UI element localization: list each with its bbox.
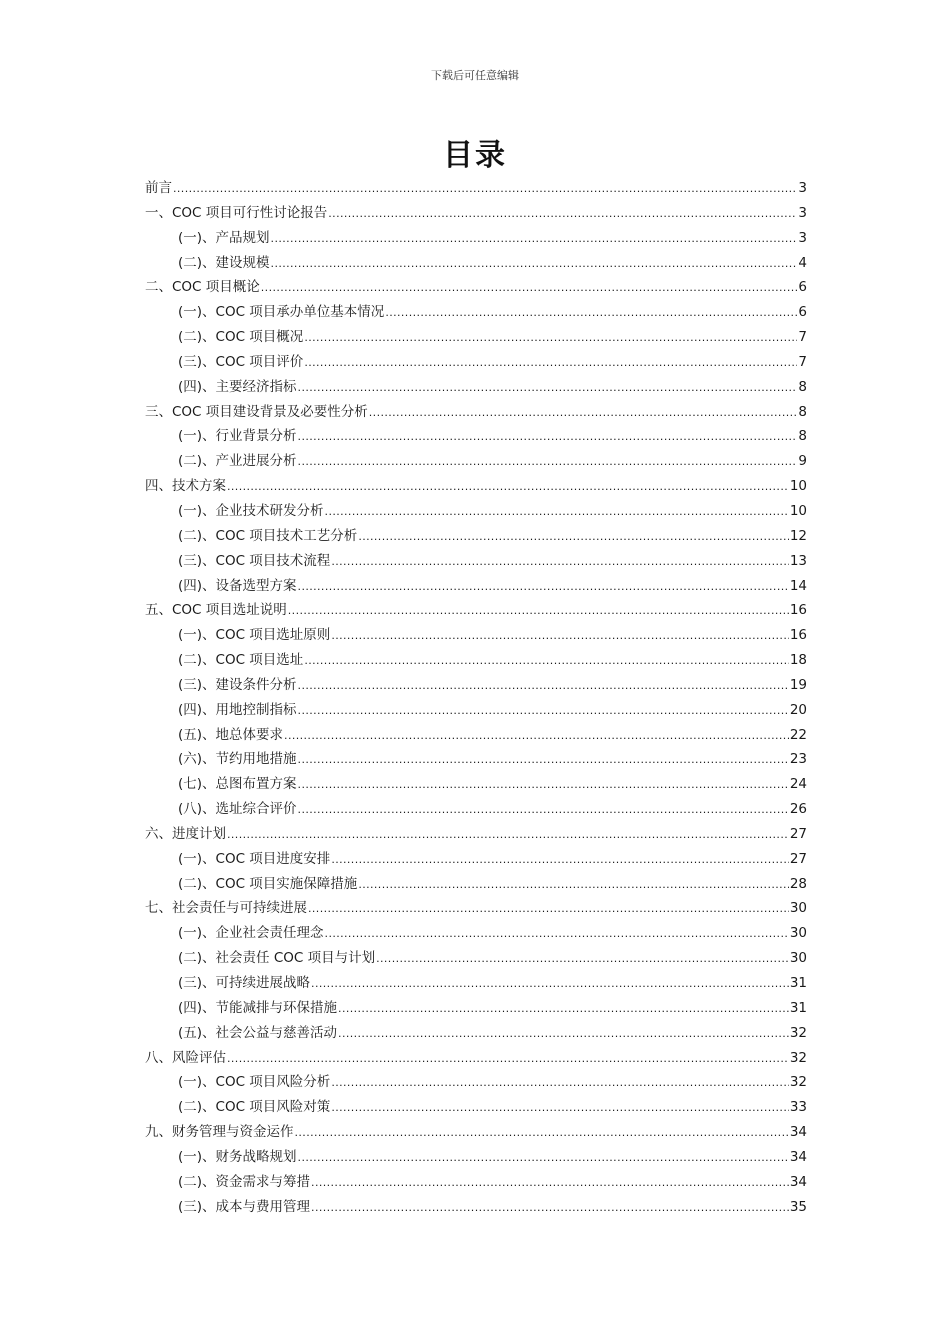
toc-entry-title: (一)、COC 项目承办单位基本情况	[178, 304, 385, 321]
toc-subsection-entry[interactable]	[145, 524, 807, 549]
toc-entry-page-number: 8	[798, 403, 807, 420]
toc-entry-page-number: 14	[789, 577, 807, 594]
toc-entry-title: (六)、节约用地措施	[178, 751, 297, 768]
toc-subsection-entry[interactable]	[145, 921, 807, 946]
toc-subsection-entry[interactable]	[145, 1021, 807, 1046]
dot-leader	[311, 1171, 789, 1196]
toc-entry-title: (五)、社会公益与慈善活动	[178, 1024, 338, 1041]
toc-entry-page-number: 32	[789, 1049, 807, 1066]
toc-entry-title: (四)、用地控制指标	[178, 701, 297, 718]
toc-section-entry[interactable]	[145, 1046, 807, 1071]
toc-entry-title: (七)、总图布置方案	[178, 776, 297, 793]
toc-entry-page-number: 9	[798, 453, 807, 470]
dot-leader	[311, 972, 789, 997]
toc-subsection-entry[interactable]	[145, 251, 807, 276]
toc-entry-title: (四)、节能减排与环保措施	[178, 999, 338, 1016]
toc-entry-title: (八)、选址综合评价	[178, 801, 297, 818]
toc-subsection-entry[interactable]	[145, 1145, 807, 1170]
toc-entry-title: 八、风险评估	[145, 1049, 226, 1066]
toc-subsection-entry[interactable]	[145, 300, 807, 325]
toc-entry-page-number: 34	[789, 1148, 807, 1165]
toc-entry-page-number: 22	[789, 726, 807, 743]
toc-subsection-entry[interactable]	[145, 325, 807, 350]
dot-leader	[304, 351, 797, 376]
toc-entry-page-number: 30	[789, 950, 807, 967]
dot-leader	[304, 326, 797, 351]
dot-leader	[227, 1047, 789, 1072]
toc-entry-title: (二)、COC 项目风险对策	[178, 1099, 331, 1116]
toc-subsection-entry[interactable]	[145, 847, 807, 872]
toc-subsection-entry[interactable]	[145, 996, 807, 1021]
dot-leader	[304, 649, 789, 674]
dot-leader	[227, 823, 789, 848]
toc-subsection-entry[interactable]	[145, 772, 807, 797]
toc-subsection-entry[interactable]	[145, 226, 807, 251]
dot-leader	[298, 773, 789, 798]
dot-leader	[271, 227, 798, 252]
dot-leader	[288, 599, 789, 624]
toc-subsection-entry[interactable]	[145, 574, 807, 599]
dot-leader	[298, 450, 798, 475]
toc-entry-page-number: 18	[789, 652, 807, 669]
toc-entry-title: (四)、设备选型方案	[178, 577, 297, 594]
dot-leader	[298, 674, 789, 699]
toc-entry-page-number: 32	[789, 1074, 807, 1091]
toc-entry-title: (五)、地总体要求	[178, 726, 284, 743]
toc-entry-page-number: 27	[789, 825, 807, 842]
toc-entry-page-number: 16	[789, 602, 807, 619]
dot-leader	[298, 1146, 789, 1171]
toc-entry-title: (一)、COC 项目风险分析	[178, 1074, 331, 1091]
toc-entry-title: (四)、主要经济指标	[178, 378, 297, 395]
toc-entry-title: (一)、产品规划	[178, 229, 270, 246]
toc-entry-title: (三)、建设条件分析	[178, 676, 297, 693]
dot-leader	[295, 1121, 789, 1146]
dot-leader	[325, 922, 789, 947]
dot-leader	[311, 1196, 789, 1221]
dot-leader	[331, 1096, 789, 1121]
toc-entry-page-number: 35	[789, 1198, 807, 1215]
toc-entry-page-number: 31	[789, 999, 807, 1016]
toc-entry-title: (三)、COC 项目评价	[178, 353, 304, 370]
toc-section-entry[interactable]	[145, 400, 807, 425]
table-of-contents	[145, 176, 807, 1219]
toc-subsection-entry[interactable]	[145, 673, 807, 698]
dot-leader	[338, 1022, 789, 1047]
dot-leader	[271, 252, 798, 277]
toc-entry-page-number: 8	[798, 428, 807, 445]
toc-section-entry[interactable]	[145, 474, 807, 499]
toc-entry-page-number: 30	[789, 900, 807, 917]
toc-entry-title: (一)、COC 项目选址原则	[178, 627, 331, 644]
dot-leader	[261, 276, 798, 301]
dot-leader	[298, 425, 798, 450]
toc-entry-page-number: 34	[789, 1124, 807, 1141]
toc-entry-page-number: 34	[789, 1173, 807, 1190]
toc-entry-title: (二)、资金需求与筹措	[178, 1173, 311, 1190]
toc-entry-page-number: 20	[789, 701, 807, 718]
toc-entry-page-number: 27	[789, 850, 807, 867]
toc-entry-page-number: 23	[789, 751, 807, 768]
toc-subsection-entry[interactable]	[145, 549, 807, 574]
toc-entry-page-number: 7	[798, 353, 807, 370]
toc-subsection-entry[interactable]	[145, 623, 807, 648]
toc-entry-page-number: 8	[798, 378, 807, 395]
toc-entry-page-number: 12	[789, 527, 807, 544]
toc-entry-title: (一)、行业背景分析	[178, 428, 297, 445]
toc-entry-page-number: 19	[789, 676, 807, 693]
toc-subsection-entry[interactable]	[145, 1070, 807, 1095]
toc-entry-page-number: 13	[789, 552, 807, 569]
dot-leader	[308, 897, 789, 922]
dot-leader	[173, 177, 797, 202]
toc-entry-title: 前言	[145, 180, 172, 196]
dot-leader	[331, 624, 789, 649]
toc-subsection-entry[interactable]	[145, 350, 807, 375]
toc-entry-page-number: 24	[789, 776, 807, 793]
dot-leader	[385, 301, 797, 326]
toc-entry-title: (一)、财务战略规划	[178, 1148, 297, 1165]
toc-entry-title: (二)、社会责任 COC 项目与计划	[178, 950, 376, 967]
toc-entry-page-number: 3	[798, 180, 807, 196]
toc-entry-title: (一)、企业社会责任理念	[178, 925, 324, 942]
toc-subsection-entry[interactable]	[145, 872, 807, 897]
toc-subsection-entry[interactable]	[145, 648, 807, 673]
toc-entry-title: (二)、COC 项目概况	[178, 329, 304, 346]
toc-entry-title: 二、COC 项目概论	[145, 279, 260, 296]
toc-entry-title: (二)、产业进展分析	[178, 453, 297, 470]
toc-entry-title: 四、技术方案	[145, 478, 226, 495]
toc-entry-page-number: 16	[789, 627, 807, 644]
dot-leader	[298, 575, 789, 600]
toc-section-entry[interactable]	[145, 598, 807, 623]
toc-entry-page-number: 32	[789, 1024, 807, 1041]
toc-entry-title: (二)、COC 项目技术工艺分析	[178, 527, 358, 544]
toc-entry-page-number: 31	[789, 975, 807, 991]
toc-section-entry[interactable]	[145, 1120, 807, 1145]
toc-entry-title: (二)、COC 项目实施保障措施	[178, 875, 358, 892]
toc-subsection-entry[interactable]	[145, 971, 807, 996]
toc-subsection-entry[interactable]	[145, 424, 807, 449]
toc-entry-title: 一、COC 项目可行性讨论报告	[145, 204, 328, 221]
toc-section-entry[interactable]	[145, 176, 807, 201]
toc-entry-title: 三、COC 项目建设背景及必要性分析	[145, 403, 368, 420]
toc-subsection-entry[interactable]	[145, 723, 807, 748]
toc-entry-title: (三)、可持续进展战略	[178, 975, 311, 991]
toc-subsection-entry[interactable]	[145, 499, 807, 524]
toc-entry-page-number: 28	[789, 875, 807, 892]
dot-leader	[358, 525, 789, 550]
dot-leader	[298, 798, 789, 823]
toc-entry-page-number: 33	[789, 1099, 807, 1116]
toc-section-entry[interactable]	[145, 822, 807, 847]
toc-entry-title: (三)、COC 项目技术流程	[178, 552, 331, 569]
dot-leader	[325, 500, 789, 525]
dot-leader	[298, 748, 789, 773]
dot-leader	[331, 848, 789, 873]
toc-section-entry[interactable]	[145, 275, 807, 300]
dot-leader	[298, 699, 789, 724]
toc-subsection-entry[interactable]	[145, 747, 807, 772]
toc-subsection-entry[interactable]	[145, 375, 807, 400]
toc-entry-title: 六、进度计划	[145, 825, 226, 842]
toc-entry-page-number: 6	[798, 304, 807, 321]
dot-leader	[284, 724, 789, 749]
toc-section-entry[interactable]	[145, 201, 807, 226]
toc-entry-title: (一)、COC 项目进度安排	[178, 850, 331, 867]
toc-entry-title: 九、财务管理与资金运作	[145, 1124, 294, 1141]
header-note: 下载后可任意编辑	[431, 69, 519, 82]
toc-subsection-entry[interactable]	[145, 698, 807, 723]
toc-entry-title: (二)、建设规模	[178, 254, 270, 271]
toc-subsection-entry[interactable]	[145, 797, 807, 822]
toc-entry-page-number: 10	[789, 502, 807, 519]
toc-subsection-entry[interactable]	[145, 449, 807, 474]
dot-leader	[369, 401, 798, 426]
toc-subsection-entry[interactable]	[145, 1095, 807, 1120]
toc-entry-title: 七、社会责任与可持续进展	[145, 900, 307, 917]
toc-subsection-entry[interactable]	[145, 1195, 807, 1220]
dot-leader	[376, 947, 789, 972]
toc-entry-title: (一)、企业技术研发分析	[178, 502, 324, 519]
toc-entry-title: (二)、COC 项目选址	[178, 652, 304, 669]
toc-entry-page-number: 30	[789, 925, 807, 942]
toc-entry-page-number: 7	[798, 329, 807, 346]
dot-leader	[338, 997, 789, 1022]
toc-subsection-entry[interactable]	[145, 946, 807, 971]
toc-title: 目录	[443, 138, 507, 173]
dot-leader	[227, 475, 789, 500]
dot-leader	[298, 376, 798, 401]
toc-entry-page-number: 3	[798, 204, 807, 221]
toc-entry-page-number: 4	[798, 254, 807, 271]
dot-leader	[358, 873, 789, 898]
dot-leader	[328, 202, 797, 227]
toc-section-entry[interactable]	[145, 896, 807, 921]
toc-entry-page-number: 3	[798, 229, 807, 246]
toc-entry-title: 五、COC 项目选址说明	[145, 602, 287, 619]
toc-entry-page-number: 10	[789, 478, 807, 495]
dot-leader	[331, 550, 789, 575]
toc-entry-page-number: 6	[798, 279, 807, 296]
dot-leader	[331, 1071, 789, 1096]
toc-subsection-entry[interactable]	[145, 1170, 807, 1195]
toc-entry-page-number: 26	[789, 801, 807, 818]
toc-entry-title: (三)、成本与费用管理	[178, 1198, 311, 1215]
